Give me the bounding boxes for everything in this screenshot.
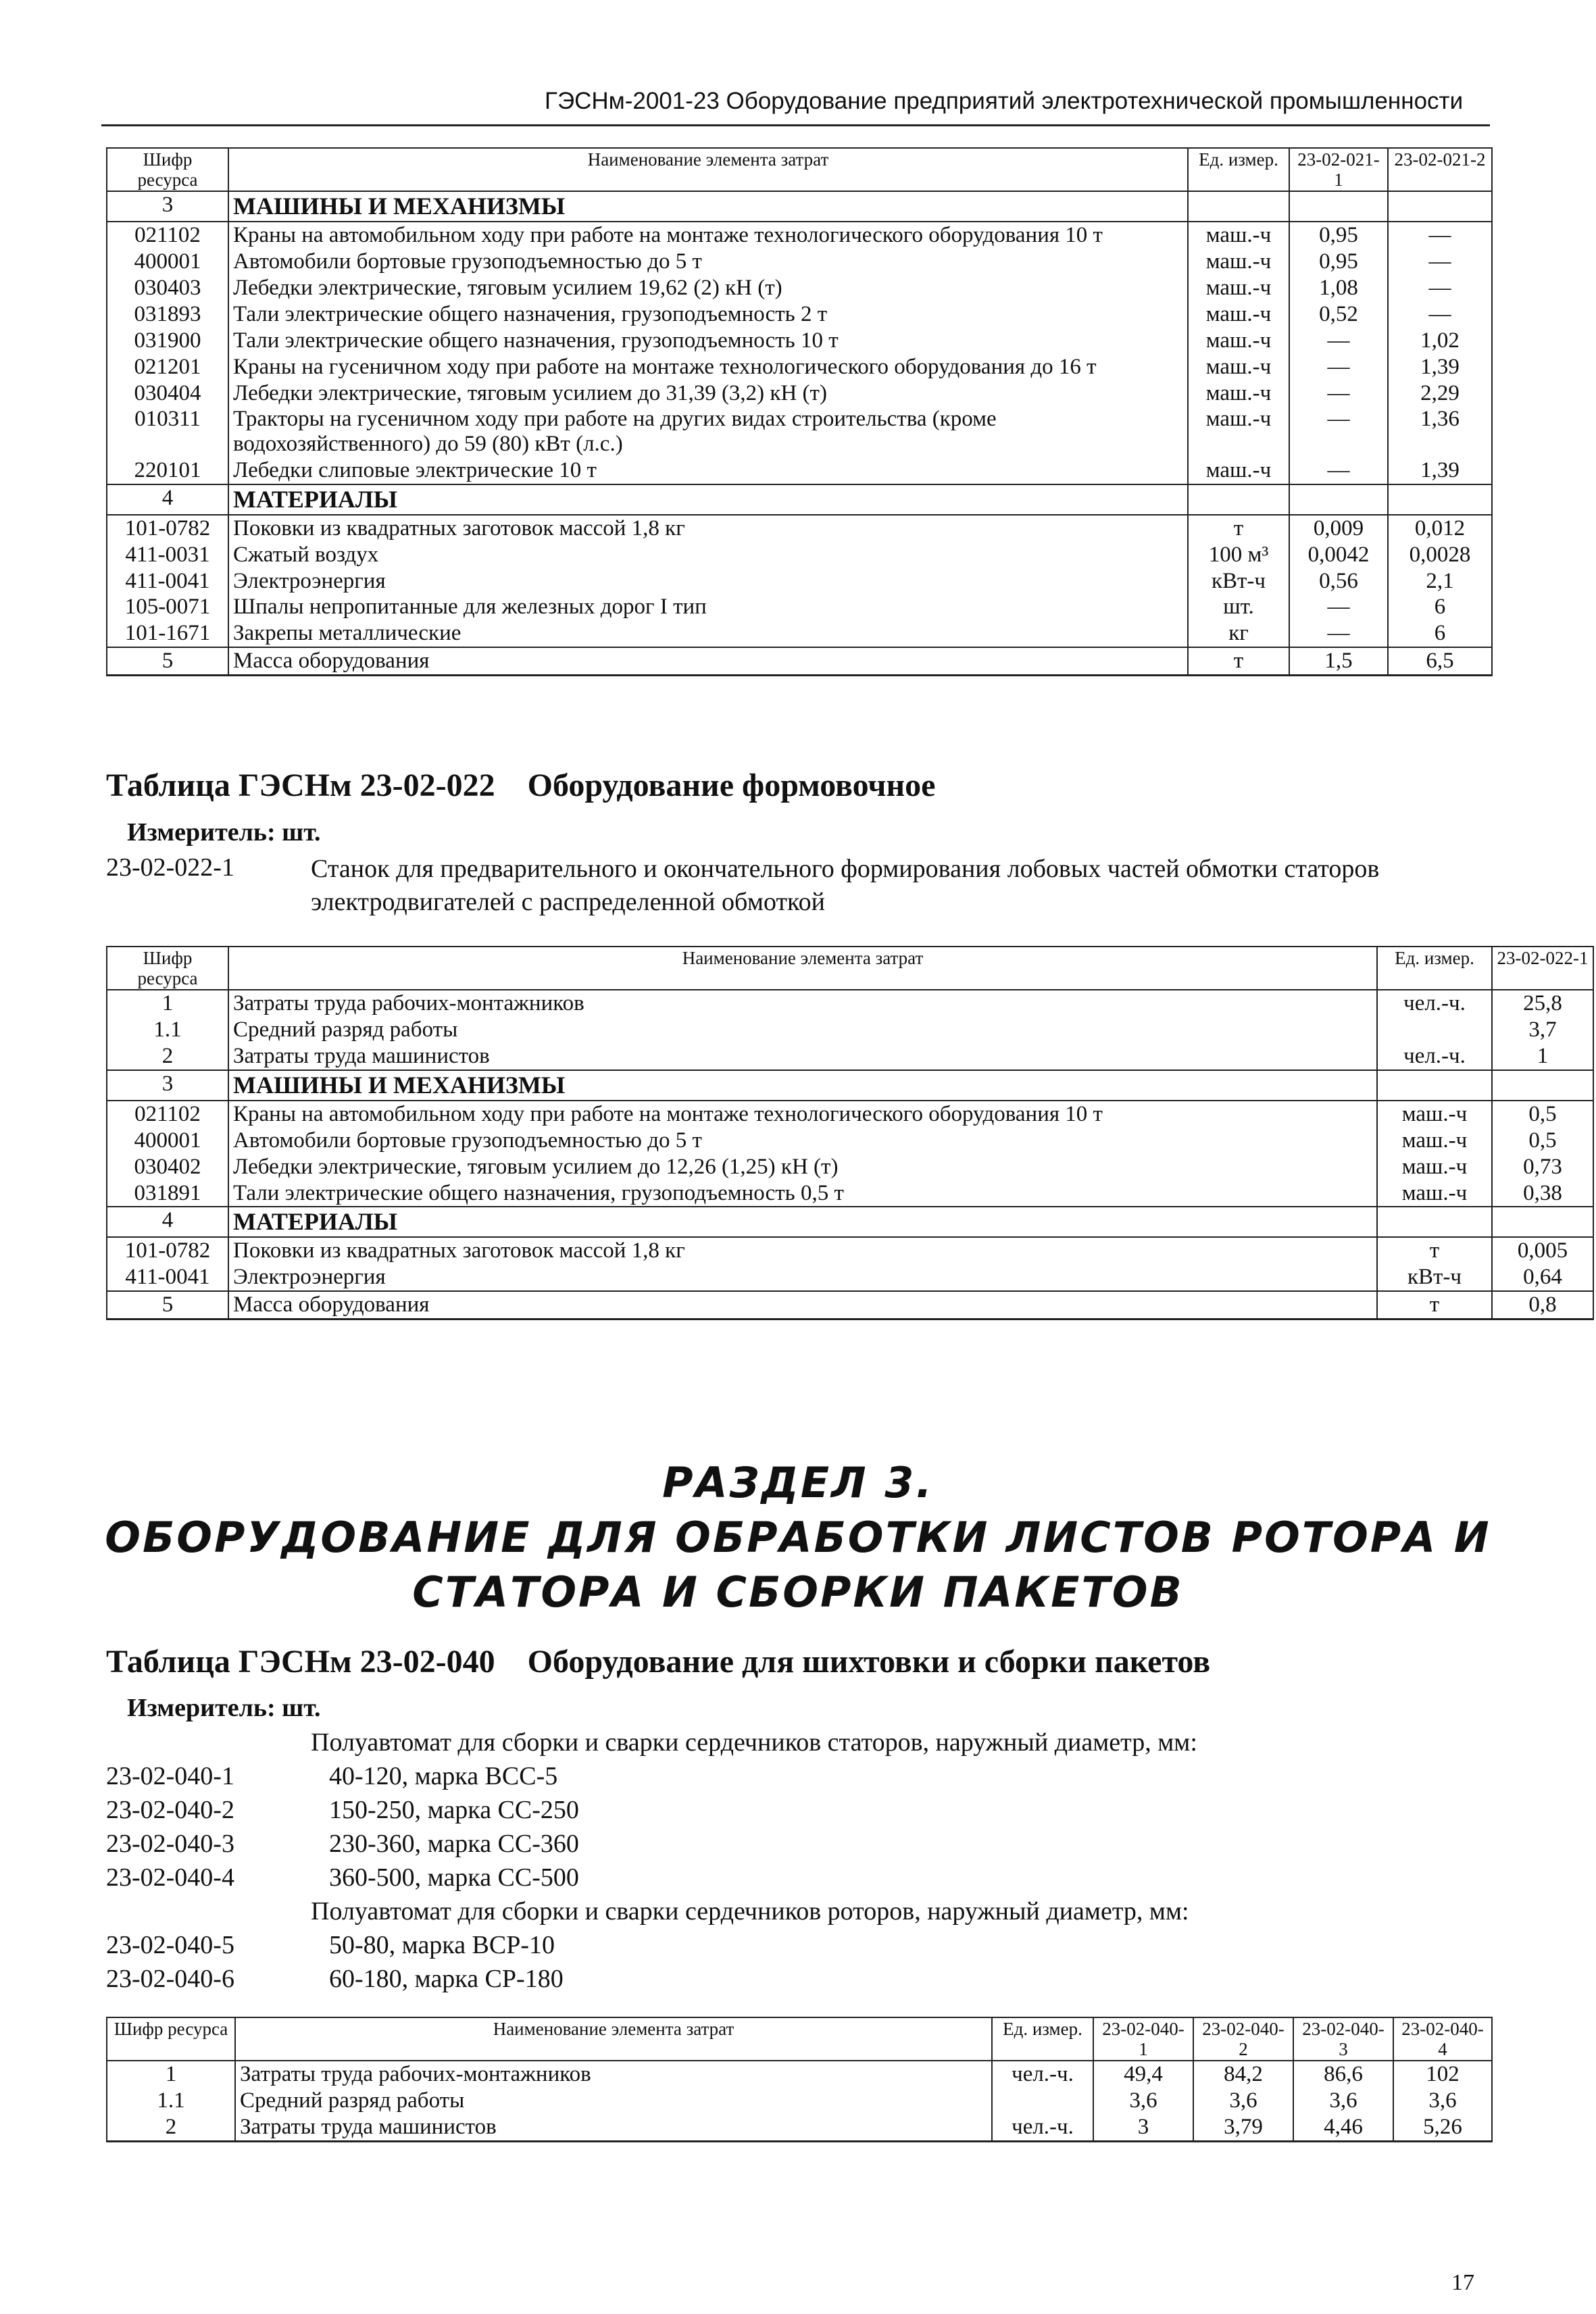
table-row <box>107 1291 1593 1319</box>
row-value: — <box>1289 328 1388 354</box>
row-value: 0,52 <box>1289 301 1388 328</box>
item-description: 150-250, марка СС-250 <box>329 1796 579 1824</box>
table-row <box>107 620 1492 647</box>
section-heading-1: РАЗДЕЛ 3. <box>662 1458 934 1507</box>
table-row <box>107 515 1492 542</box>
row-unit <box>1188 191 1289 221</box>
row-value: 0,0028 <box>1388 542 1492 568</box>
table-row <box>107 301 1492 328</box>
row-value <box>1289 484 1388 514</box>
row-code: 1 <box>107 990 228 1017</box>
row-name: Лебедки слиповые электрические 10 т <box>228 457 1188 484</box>
row-value: — <box>1289 406 1388 457</box>
table-row <box>107 328 1492 354</box>
row-name: Лебедки электрические, тяговым усилием до 12,26 (1,25) кН (т) <box>228 1154 1377 1180</box>
row-code: 2 <box>107 2114 235 2141</box>
item-description: 230-360, марка СС-360 <box>329 1830 579 1858</box>
row-code: 101-0782 <box>107 515 228 542</box>
row-value: 2,1 <box>1388 568 1492 595</box>
row-unit: чел.-ч. <box>992 2061 1093 2088</box>
row-code: 1.1 <box>107 1017 228 1043</box>
row-value: 1,5 <box>1289 647 1388 675</box>
row-name: Масса оборудования <box>228 647 1188 675</box>
row-unit <box>1377 1207 1492 1236</box>
row-unit: кг <box>1188 620 1289 647</box>
row-code: 4 <box>107 484 228 514</box>
row-name: Краны на гусеничном ходу при работе на монтаже технологического оборудования до 16 т <box>228 354 1188 380</box>
row-value: 3,79 <box>1193 2114 1293 2141</box>
row-unit: т <box>1188 515 1289 542</box>
table-body <box>107 2061 1492 2141</box>
resource-table-022 <box>106 946 1594 1320</box>
item-code: 23-02-022-1 <box>106 853 234 882</box>
row-value <box>1492 1207 1593 1236</box>
col-name-header: Наименование элемента затрат <box>228 947 1377 990</box>
row-unit <box>1188 484 1289 514</box>
row-code: 030402 <box>107 1154 228 1180</box>
measure-unit: Измеритель: шт. <box>127 818 321 847</box>
row-unit: 100 м³ <box>1188 542 1289 568</box>
row-value: — <box>1388 249 1492 275</box>
row-name: Автомобили бортовые грузоподъемностью до 5 т <box>228 1128 1377 1154</box>
table-row <box>107 457 1492 484</box>
table-row <box>107 1101 1593 1128</box>
row-value: 3,6 <box>1193 2088 1293 2114</box>
table-row <box>107 1180 1593 1207</box>
row-unit: чел.-ч. <box>1377 1043 1492 1070</box>
col-value-header: 23-02-022-1 <box>1492 947 1593 990</box>
item-code: 23-02-040-3 <box>106 1830 234 1858</box>
table-row <box>107 354 1492 380</box>
row-unit: маш.-ч <box>1188 328 1289 354</box>
col-value-header: 23-02-040-4 <box>1393 2017 1492 2061</box>
row-unit <box>1377 1070 1492 1100</box>
table-body <box>107 191 1492 675</box>
table-row <box>107 594 1492 620</box>
row-unit: т <box>1377 1237 1492 1264</box>
col-unit-header: Ед. измер. <box>992 2017 1093 2061</box>
row-code: 3 <box>107 191 228 221</box>
table-row <box>107 249 1492 275</box>
table-row <box>107 647 1492 675</box>
row-value: 3,6 <box>1093 2088 1193 2114</box>
item-code: 23-02-040-6 <box>106 1965 234 1993</box>
row-name: Лебедки электрические, тяговым усилием до 31,39 (3,2) кН (т) <box>228 380 1188 407</box>
row-value: 0,5 <box>1492 1101 1593 1128</box>
row-value: 1,39 <box>1388 354 1492 380</box>
page-number: 17 <box>1451 2270 1474 2295</box>
table-row <box>107 2061 1492 2088</box>
col-code-header: Шифр ресурса <box>107 2017 235 2061</box>
table-title-text: Оборудование для шихтовки и сборки пакетов <box>527 1644 1211 1680</box>
table-row <box>107 1070 1593 1100</box>
row-code: 030403 <box>107 275 228 301</box>
row-name: Поковки из квадратных заготовок массой 1,8 кг <box>228 515 1188 542</box>
table-row <box>107 1017 1593 1043</box>
table-row <box>107 568 1492 595</box>
item-code: 23-02-040-4 <box>106 1863 234 1892</box>
row-value <box>1388 484 1492 514</box>
row-unit: т <box>1377 1291 1492 1319</box>
row-value: 0,95 <box>1289 249 1388 275</box>
row-value: — <box>1388 301 1492 328</box>
row-name: Шпалы непропитанные для железных дорог I тип <box>228 594 1188 620</box>
table-row <box>107 1154 1593 1180</box>
row-name: Затраты труда машинистов <box>235 2114 992 2141</box>
row-value <box>1492 1070 1593 1100</box>
row-unit <box>992 2088 1093 2114</box>
row-name: Тали электрические общего назначения, грузоподъемность 2 т <box>228 301 1188 328</box>
row-code: 101-0782 <box>107 1237 228 1264</box>
table-row <box>107 1128 1593 1154</box>
col-value-header: 23-02-040-2 <box>1193 2017 1293 2061</box>
row-value: 3,6 <box>1293 2088 1393 2114</box>
row-value: 84,2 <box>1193 2061 1293 2088</box>
row-value: 0,005 <box>1492 1237 1593 1264</box>
col-name-header: Наименование элемента затрат <box>235 2017 992 2061</box>
col-code-header: Шифр ресурса <box>107 148 228 191</box>
row-code: 031891 <box>107 1180 228 1207</box>
item-description: 60-180, марка СР-180 <box>329 1965 564 1993</box>
row-unit: маш.-ч <box>1377 1101 1492 1128</box>
col-value-header: 23-02-040-3 <box>1293 2017 1393 2061</box>
row-name: Средний разряд работы <box>228 1017 1377 1043</box>
row-unit: кВт-ч <box>1188 568 1289 595</box>
row-value: 49,4 <box>1093 2061 1193 2088</box>
row-name: Тали электрические общего назначения, грузоподъемность 0,5 т <box>228 1180 1377 1207</box>
table-row <box>107 1264 1593 1291</box>
row-name: МАШИНЫ И МЕХАНИЗМЫ <box>228 1070 1377 1100</box>
table-row <box>107 484 1492 514</box>
table-title-label: Таблица ГЭСНм 23-02-022 <box>106 768 495 803</box>
row-name: Тали электрические общего назначения, грузоподъемность 10 т <box>228 328 1188 354</box>
col-code-header: Шифр ресурса <box>107 947 228 990</box>
table-body <box>107 990 1593 1319</box>
row-value: 0,64 <box>1492 1264 1593 1291</box>
row-unit: маш.-ч <box>1188 275 1289 301</box>
row-unit: маш.-ч <box>1188 406 1289 457</box>
row-unit <box>1377 1017 1492 1043</box>
row-value: 1,39 <box>1388 457 1492 484</box>
row-value: — <box>1289 620 1388 647</box>
row-code: 021102 <box>107 1101 228 1128</box>
row-code: 3 <box>107 1070 228 1100</box>
row-name: Краны на автомобильном ходу при работе на монтаже технологического оборудования 10 т <box>228 222 1188 249</box>
row-code: 411-0031 <box>107 542 228 568</box>
table-title-text: Оборудование формовочное <box>527 768 936 803</box>
row-value: 1,08 <box>1289 275 1388 301</box>
row-value: — <box>1289 354 1388 380</box>
row-value: — <box>1388 275 1492 301</box>
row-name: Краны на автомобильном ходу при работе на монтаже технологического оборудования 10 т <box>228 1101 1377 1128</box>
row-name: Затраты труда рабочих-монтажников <box>235 2061 992 2088</box>
row-code: 5 <box>107 647 228 675</box>
row-name: Тракторы на гусеничном ходу при работе на других видах строительства (кроме водохозяйственного) до 59 (80) кВт (л.с.) <box>228 406 1188 457</box>
table-row <box>107 222 1492 249</box>
row-code: 4 <box>107 1207 228 1236</box>
row-value: — <box>1388 222 1492 249</box>
resource-table-040 <box>106 2017 1493 2142</box>
row-value: — <box>1289 594 1388 620</box>
table-row <box>107 542 1492 568</box>
row-name: Сжатый воздух <box>228 542 1188 568</box>
table-row <box>107 1207 1593 1236</box>
row-unit: шт. <box>1188 594 1289 620</box>
row-name: Затраты труда рабочих-монтажников <box>228 990 1377 1017</box>
table-row <box>107 2088 1492 2114</box>
row-unit: маш.-ч <box>1377 1180 1492 1207</box>
col-name-header: Наименование элемента затрат <box>228 148 1188 191</box>
row-value: 2,29 <box>1388 380 1492 407</box>
row-value: 1 <box>1492 1043 1593 1070</box>
row-name: Масса оборудования <box>228 1291 1377 1319</box>
row-value: 86,6 <box>1293 2061 1393 2088</box>
table-title-label: Таблица ГЭСНм 23-02-040 <box>106 1644 495 1680</box>
row-name: Средний разряд работы <box>235 2088 992 2114</box>
row-value: 102 <box>1393 2061 1492 2088</box>
row-code: 101-1671 <box>107 620 228 647</box>
item-code: 23-02-040-1 <box>106 1762 234 1790</box>
col-value-header: 23-02-021-2 <box>1388 148 1492 191</box>
row-value: 3 <box>1093 2114 1193 2141</box>
col-unit-header: Ед. измер. <box>1377 947 1492 990</box>
row-code: 400001 <box>107 249 228 275</box>
table-row <box>107 380 1492 407</box>
measure-unit: Измеритель: шт. <box>127 1694 321 1722</box>
row-value: 5,26 <box>1393 2114 1492 2141</box>
row-value <box>1388 191 1492 221</box>
row-value: 0,012 <box>1388 515 1492 542</box>
row-code: 010311 <box>107 406 228 457</box>
row-name: Автомобили бортовые грузоподъемностью до 5 т <box>228 249 1188 275</box>
row-unit: т <box>1188 647 1289 675</box>
row-name: МАТЕРИАЛЫ <box>228 1207 1377 1236</box>
row-unit: маш.-ч <box>1188 301 1289 328</box>
row-unit: чел.-ч. <box>1377 990 1492 1017</box>
row-value: 0,8 <box>1492 1291 1593 1319</box>
running-header: ГЭСНм-2001-23 Оборудование предприятий электротехнической промышленности <box>545 88 1464 114</box>
row-value: 6 <box>1388 594 1492 620</box>
row-name: Электроэнергия <box>228 1264 1377 1291</box>
row-value: 0,009 <box>1289 515 1388 542</box>
row-unit: маш.-ч <box>1188 380 1289 407</box>
item-group-title: Полуавтомат для сборки и сварки сердечников статоров, наружный диаметр, мм: <box>311 1728 1197 1757</box>
row-code: 105-0071 <box>107 594 228 620</box>
row-code: 030404 <box>107 380 228 407</box>
item-group-title: Полуавтомат для сборки и сварки сердечников роторов, наружный диаметр, мм: <box>311 1897 1189 1926</box>
table-row <box>107 1237 1593 1264</box>
row-code: 2 <box>107 1043 228 1070</box>
row-unit: маш.-ч <box>1188 457 1289 484</box>
table-row <box>107 2114 1492 2141</box>
col-unit-header: Ед. измер. <box>1188 148 1289 191</box>
col-value-header: 23-02-021-1 <box>1289 148 1388 191</box>
row-value: 1,36 <box>1388 406 1492 457</box>
row-value: 0,95 <box>1289 222 1388 249</box>
row-name: Закрепы металлические <box>228 620 1188 647</box>
table-row <box>107 990 1593 1017</box>
row-code: 021102 <box>107 222 228 249</box>
row-value: 6 <box>1388 620 1492 647</box>
row-value: 0,56 <box>1289 568 1388 595</box>
row-value: 0,5 <box>1492 1128 1593 1154</box>
table-row <box>107 1043 1593 1070</box>
row-value: — <box>1289 457 1388 484</box>
item-description: 40-120, марка ВСС-5 <box>329 1762 558 1790</box>
row-name: Лебедки электрические, тяговым усилием 19,62 (2) кН (т) <box>228 275 1188 301</box>
item-code: 23-02-040-2 <box>106 1796 234 1824</box>
row-code: 411-0041 <box>107 568 228 595</box>
row-unit: маш.-ч <box>1377 1128 1492 1154</box>
row-value: — <box>1289 380 1388 407</box>
row-value: 6,5 <box>1388 647 1492 675</box>
row-name: МАШИНЫ И МЕХАНИЗМЫ <box>228 191 1188 221</box>
row-code: 031893 <box>107 301 228 328</box>
row-unit: маш.-ч <box>1188 249 1289 275</box>
table-row <box>107 275 1492 301</box>
section-heading-3: СТАТОРА И СБОРКИ ПАКЕТОВ <box>412 1567 1184 1617</box>
row-value: 0,73 <box>1492 1154 1593 1180</box>
row-code: 1.1 <box>107 2088 235 2114</box>
row-code: 220101 <box>107 457 228 484</box>
row-code: 5 <box>107 1291 228 1319</box>
row-value: 0,38 <box>1492 1180 1593 1207</box>
resource-table-021 <box>106 147 1493 676</box>
row-name: МАТЕРИАЛЫ <box>228 484 1188 514</box>
row-value: 4,46 <box>1293 2114 1393 2141</box>
row-code: 411-0041 <box>107 1264 228 1291</box>
row-unit: маш.-ч <box>1188 354 1289 380</box>
row-unit: маш.-ч <box>1188 222 1289 249</box>
row-value: 1,02 <box>1388 328 1492 354</box>
row-code: 400001 <box>107 1128 228 1154</box>
col-value-header: 23-02-040-1 <box>1093 2017 1193 2061</box>
header-rule <box>101 124 1490 126</box>
table-row <box>107 191 1492 221</box>
row-name: Затраты труда машинистов <box>228 1043 1377 1070</box>
row-unit: кВт-ч <box>1377 1264 1492 1291</box>
item-description: 50-80, марка ВСР-10 <box>329 1931 555 1959</box>
item-description: 360-500, марка СС-500 <box>329 1863 579 1892</box>
row-code: 031900 <box>107 328 228 354</box>
row-name: Электроэнергия <box>228 568 1188 595</box>
row-value: 3,7 <box>1492 1017 1593 1043</box>
row-value: 3,6 <box>1393 2088 1492 2114</box>
item-description: Станок для предварительного и окончательного формирования лобовых частей обмотки статоров электродвигателей с распределенной обмоткой <box>311 855 1380 917</box>
row-value <box>1289 191 1388 221</box>
row-code: 1 <box>107 2061 235 2088</box>
item-code: 23-02-040-5 <box>106 1931 234 1959</box>
row-unit: чел.-ч. <box>992 2114 1093 2141</box>
table-row <box>107 406 1492 457</box>
row-code: 021201 <box>107 354 228 380</box>
row-name: Поковки из квадратных заготовок массой 1,8 кг <box>228 1237 1377 1264</box>
row-value: 0,0042 <box>1289 542 1388 568</box>
row-unit: маш.-ч <box>1377 1154 1492 1180</box>
row-value: 25,8 <box>1492 990 1593 1017</box>
section-heading-2: ОБОРУДОВАНИЕ ДЛЯ ОБРАБОТКИ ЛИСТОВ РОТОРА И <box>105 1513 1491 1562</box>
